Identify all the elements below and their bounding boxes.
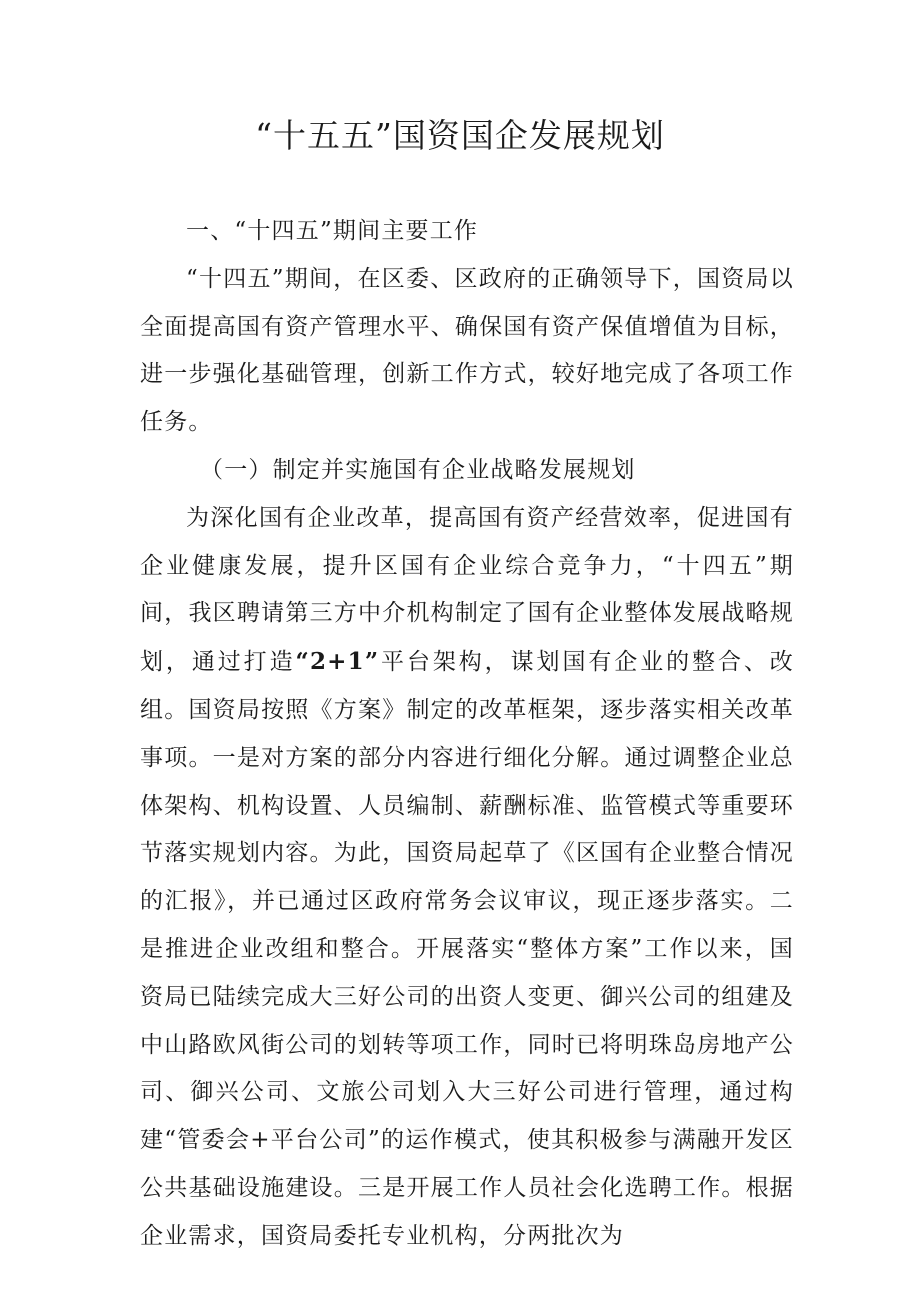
subsection-1-paragraph xyxy=(140,495,794,1261)
subsection-heading-1: （一）制定并实施国有企业战略发展规划 xyxy=(200,456,636,483)
document-title: “十五五”国资国企发展规划 xyxy=(255,116,665,155)
section-heading-1: 一、“十四五”期间主要工作 xyxy=(186,218,479,244)
document-body xyxy=(140,208,794,1261)
paragraph-text-part-1: 为深化国有企业改革，提高国有资产经营效率，促进国有企业健康发展，提升区国有企业综合竞争力，“十四五”期间，我区聘请第三方中介机构制定了国有企业整体发展战略规划，通过打造 xyxy=(140,504,794,676)
section-1-paragraph: “十四五”期间，在区委、区政府的正确领导下，国资局以全面提高国有资产管理水平、确保国有资产保值增值为目标，进一步强化基础管理，创新工作方式，较好地完成了各项工作任务。 xyxy=(140,265,794,436)
platform-architecture-label: “2+1” xyxy=(295,648,380,676)
paragraph-text-part-2: 平台架构，谋划国有企业的整合、改组。国资局按照《方案》制定的改革框架，逐步落实相关改革事项。一是对方案的部分内容进行细化分解。通过调整企业总体架构、机构设置、人员编制、薪酬标准、监管模式等重要环节落实规划内容。为此，国资局起草了《区国有企业整合情况的汇报》，并已通过区政府常务会议审议，现正逐步落实。二是推进企业改组和整合。开展落实“整体方案”工作以来，国资局已陆续完成大三好公司的出资人变更、御兴公司的组建及中山路欧风街公司的划转等项工作，同时已将明珠岛房地产公司、御兴公司、文旅公司划入大三好公司进行管理，通过构建“管委会+平台公司”的运作模式，使其积极参与满融开发区公共基础设施建设。三是开展工作人员社会化选聘工作。根据企业需求，国资局委托专业机构，分两批次为 xyxy=(140,649,795,1249)
